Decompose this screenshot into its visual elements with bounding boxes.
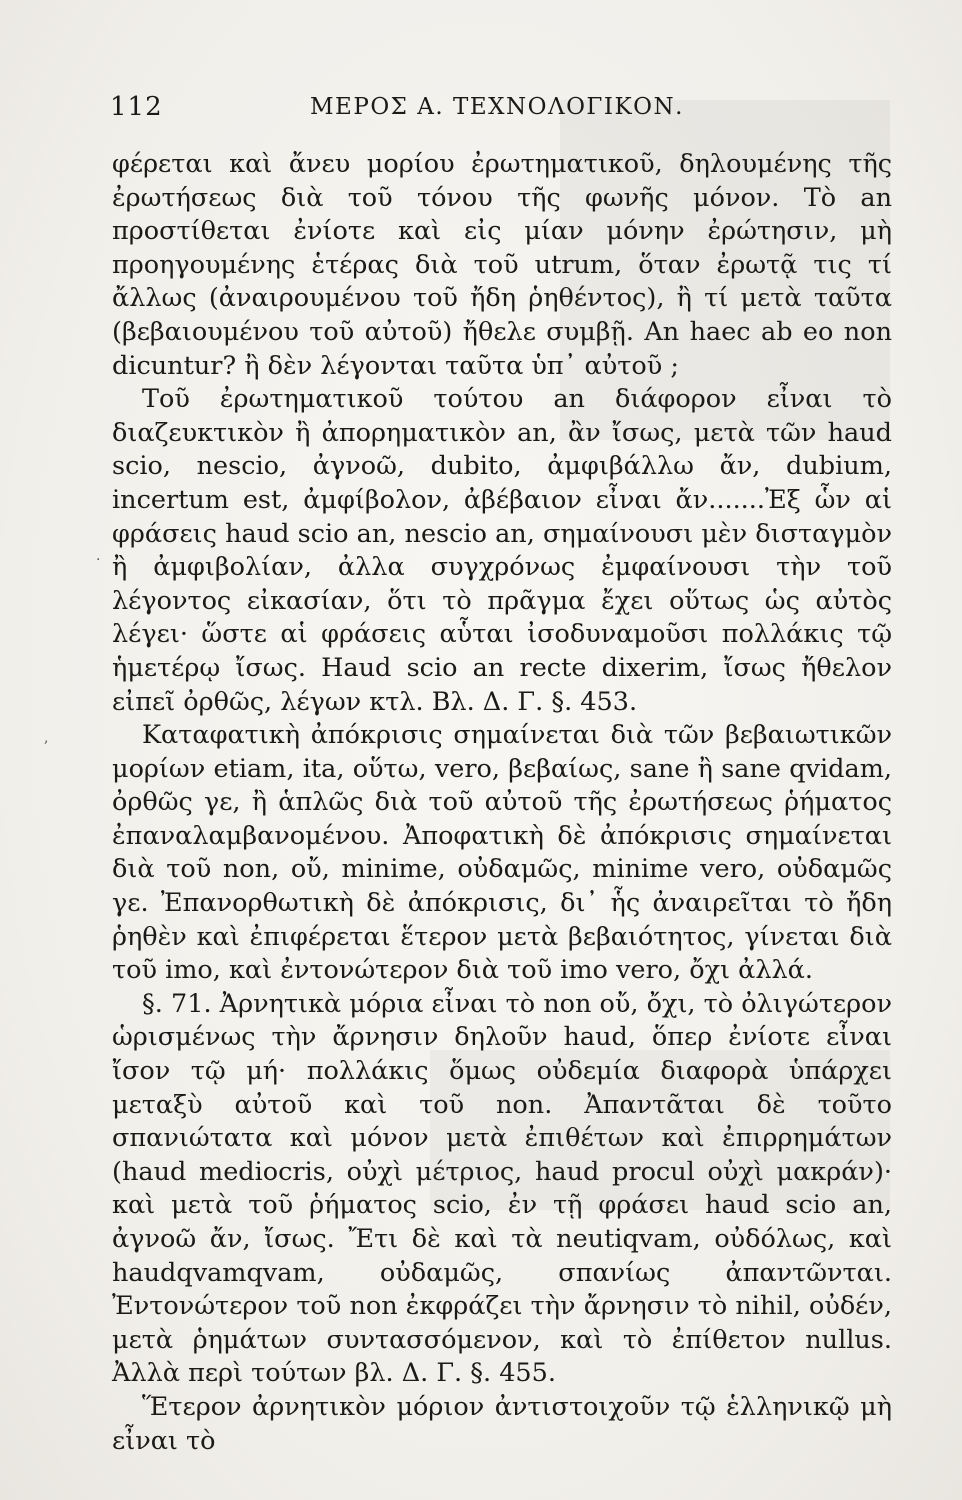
running-title: ΜΕΡΟΣ Α. ΤΕΧΝΟΛΟΓΙΚΟΝ. bbox=[310, 94, 684, 120]
body-text bbox=[112, 148, 892, 1458]
paragraph: Τοῦ ἐρωτηματικοῦ τούτου an διάφορον εἶναι τὸ διαζευκτικὸν ἢ ἀπορηματικὸν an, ἂν ἴσως, μετὰ τῶν haud scio, nescio, ἀγνοῶ, dubito, ἀμφιβάλλω ἄν, dubium, incertum est, ἀμφίβολον, ἀβέβαιον εἶναι ἄν.......Ἐξ ὧν αἱ φράσεις haud scio an, nescio an, σημαίνουσι μὲν δισταγμὸν ἢ ἀμφιβολίαν, ἀλλα συγχρόνως ἐμφαίνουσι τὴν τοῦ λέγοντος εἰκασίαν, ὅτι τὸ πρᾶγμα ἔχει οὕτως ὡς αὐτὸς λέγει· ὥστε αἱ φράσεις αὗται ἰσοδυναμοῦσι πολλάκις τῷ ἡμετέρῳ ἴσως. Haud scio an recte dixerim, ἴσως ἤθελον εἰπεῖ ὀρθῶς, λέγων κτλ. Βλ. Δ. Γ. §. 453. bbox=[112, 384, 892, 717]
page-number: 112 bbox=[110, 92, 163, 122]
margin-speck: . bbox=[96, 548, 101, 564]
paragraph-section-71: §. 71. Ἀρνητικὰ μόρια εἶναι τὸ non οὔ, ὄχι, τὸ ὀλιγώτερον ὡρισμένως τὴν ἄρνησιν δηλοῦν haud, ὅπερ ἐνίοτε εἶναι ἴσον τῷ μή· πολλάκις ὅμως οὐδεμία διαφορὰ ὑπάρχει μεταξὺ αὐτοῦ καὶ τοῦ non. Ἀπαντᾶται δὲ τοῦτο σπανιώτατα καὶ μόνον μετὰ ἐπιθέτων καὶ ἐπιρρημάτων (haud mediocris, οὐχὶ μέτριος, haud procul οὐχὶ μακράν)· καὶ μετὰ τοῦ ῥήματος scio, ἐν τῇ φράσει haud scio an, ἀγνοῶ ἄν, ἴσως. Ἔτι δὲ καὶ τὰ neutiqvam, οὐδόλως, καὶ haudqvamqvam, οὐδαμῶς, σπανίως ἀπαντῶνται. Ἐντονώτερον τοῦ non ἐκφράζει τὴν ἄρνησιν τὸ nihil, οὐδέν, μετὰ ῥημάτων συντασσόμενον, καὶ τὸ ἐπίθετον nullus. Ἀλλὰ περὶ τούτων βλ. Δ. Γ. §. 455. bbox=[112, 988, 892, 1389]
paragraph-continued: φέρεται καὶ ἄνευ μορίου ἐρωτηματικοῦ, δηλουμένης τῆς ἐρωτήσεως διὰ τοῦ τόνου τῆς φωνῆς μόνον. Τὸ an προστίθεται ἐνίοτε καὶ εἰς μίαν μόνην ἐρώτησιν, μὴ προηγουμένης ἑτέρας διὰ τοῦ utrum, ὅταν ἐρωτᾷ τις τί ἄλλως (ἀναιρουμένου τοῦ ἤδη ῥηθέντος), ἢ τί μετὰ ταῦτα (βεβαιουμένου τοῦ αὐτοῦ) ἤθελε συμβῇ. An haec ab eo non dicuntur? ἢ δὲν λέγονται ταῦτα ὑπ᾽ αὐτοῦ ; bbox=[112, 149, 892, 381]
margin-speck: , bbox=[44, 730, 49, 746]
paragraph: Ἕτερον ἀρνητικὸν μόριον ἀντιστοιχοῦν τῷ ἑλληνικῷ μὴ εἶναι τὸ bbox=[112, 1391, 892, 1456]
running-header bbox=[110, 92, 890, 132]
paragraph: Καταφατικὴ ἀπόκρισις σημαίνεται διὰ τῶν βεβαιωτικῶν μορίων etiam, ita, οὕτω, vero, βεβαίως, sane ἢ sane qvidam, ὀρθῶς γε, ἢ ἁπλῶς διὰ τοῦ αὐτοῦ τῆς ἐρωτήσεως ῥήματος ἐπαναλαμβανομένου. Ἀποφατικὴ δὲ ἀπόκρισις σημαίνεται διὰ τοῦ non, οὔ, minime, οὐδαμῶς, minime vero, οὐδαμῶς γε. Ἐπανορθωτικὴ δὲ ἀπόκρισις, δι᾽ ἧς ἀναιρεῖται τὸ ἤδη ῥηθὲν καὶ ἐπιφέρεται ἕτερον μετὰ βεβαιότητος, γίνεται διὰ τοῦ imo, καὶ ἐντονώτερον διὰ τοῦ imo vero, ὄχι ἀλλά. bbox=[112, 720, 892, 986]
